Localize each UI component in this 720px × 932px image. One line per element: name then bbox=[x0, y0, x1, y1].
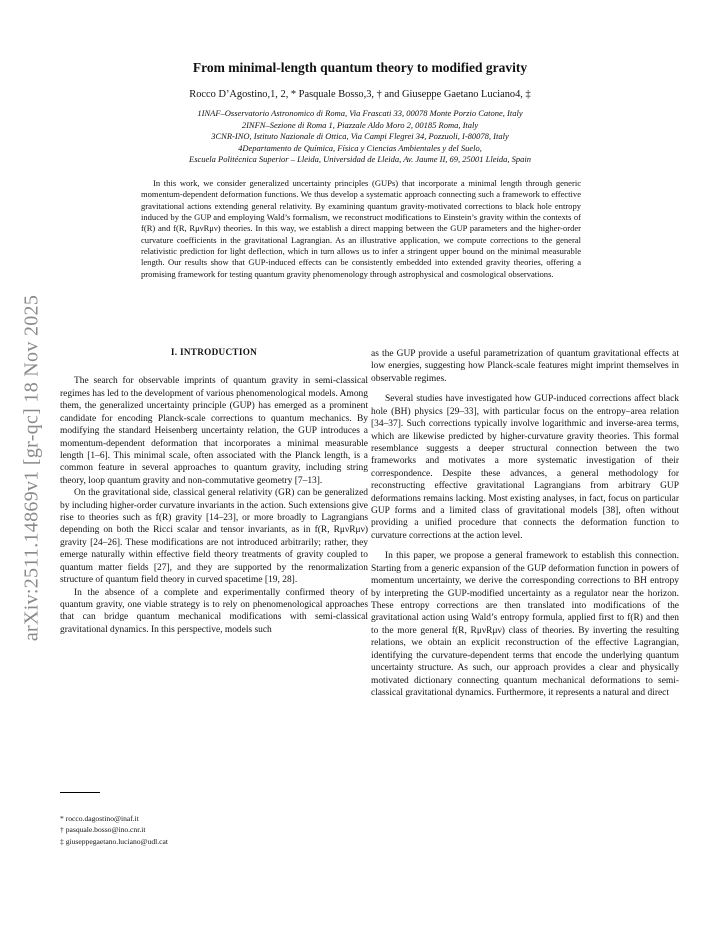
paragraph: In the absence of a complete and experimentally confirmed theory of quantum gravity, one viable strategy is to rely on phenomenological approaches that can bridge quantum mechanical modifications with semi-classical gravitational dynamics. In this perspective, models such bbox=[60, 587, 368, 635]
affiliation-4: 4Departamento de Química, Física y Ciencias Ambientales y del Suelo, bbox=[238, 142, 482, 153]
abstract bbox=[141, 178, 581, 280]
paragraph: On the gravitational side, classical general relativity (GR) can be generalized by including higher-order curvature invariants in the action. Such extensions give rise to theories such as f(R) gravity [14–23], or more broadly to Lagrangians depending on both the Ricci scalar and tensor invariants, as in f(R, RμνRμν) gravity [24–26]. These modifications are not introduced arbitrarily; rather, they emerge naturally within effective field theory treatments of gravity coupled to quantum matter fields [27], and they are supported by the renormalization structure of quantum field theory in curved spacetime [19, 28]. bbox=[60, 488, 368, 586]
footnote-email[interactable]: † pasquale.bosso@ino.cnr.it bbox=[60, 825, 146, 835]
arxiv-sidebar-stamp bbox=[12, 268, 52, 668]
arxiv-identifier: arXiv:2511.14869v1 [gr-qc] 18 Nov 2025 bbox=[20, 294, 43, 642]
footnote-email[interactable]: * rocco.dagostino@inaf.it bbox=[60, 814, 139, 823]
author-list bbox=[0, 89, 720, 100]
affiliation-1: 1INAF–Osservatorio Astronomico di Roma, Via Frascati 33, 00078 Monte Porzio Catone, Italy bbox=[197, 108, 523, 118]
abstract-text: In this work, we consider generalized uncertainty principles (GUPs) that incorporate a minimal length through generic momentum-dependent deformation functions. We thus develop a systematic approach connecting such a framework to effective gravitational actions extending general relativity. By examining quantum gravity-motivated corrections to black hole entropy induced by the GUP and employing Wald’s formalism, we reconstruct modifications to Einstein’s gravity within the contexts of f(R) and f(R, RμνRμν) theories. In this way, we establish a direct mapping between the GUP parameters and the higher-order curvature coefficients in the gravitational Lagrangian. As an illustrative application, we compute corrections to the general relativistic prediction for light deflection, which in turn allows us to infer a stringent upper bound on the minimal measurable length. Our results show that GUP-induced effects can be consistently embedded into extended gravity theories, offering a promising framework for testing quantum gravity phenomenology through astrophysical and cosmological observations. bbox=[141, 178, 581, 279]
left-column bbox=[60, 346, 368, 636]
section-heading: I. INTRODUCTION bbox=[170, 347, 258, 357]
footnote-rule bbox=[60, 792, 100, 793]
affiliations bbox=[40, 108, 680, 166]
authors-text: Rocco D’Agostino,1, 2, * Pasquale Bosso,3, † and Giuseppe Gaetano Luciano4, ‡ bbox=[189, 89, 531, 100]
right-column bbox=[371, 348, 679, 699]
paper-title: From minimal-length quantum theory to modified gravity bbox=[192, 60, 528, 75]
paragraph: In this paper, we propose a general framework to establish this connection. Starting from a generic expansion of the GUP deformation function in powers of momentum uncertainty, we derive the corresponding corrections to BH entropy by interpreting the GUP-modified uncertainty as a regulator near the horizon. These entropy corrections are then translated into modifications of the gravitational action using Wald’s entropy formula, applied first to f(R) and then to the more general f(R, RμνRμν) class of theories. By inverting the resulting relations, we obtain an explicit reconstruction of the effective Lagrangian, identifying the curvature-dependent terms that encode the underlying quantum uncertainty structure. As such, our approach provides a clear and physically motivated dictionary connecting quantum mechanical deformations to semi-classical gravitational dynamics. Furthermore, it represents a natural and direct bbox=[371, 551, 679, 698]
paragraph: The search for observable imprints of quantum gravity in semi-classical regimes has led to the development of various phenomenological models. Among them, the generalized uncertainty principle (GUP) has emerged as a prominent candidate for encoding Planck-scale corrections to quantum mechanics. By modifying the standard Heisenberg uncertainty relation, the GUP introduces a momentum-dependent deformation that incorporates a minimal measurable length [1–6]. This minimal scale, often associated with the Planck length, is a common feature in several approaches to quantum gravity, including string theory, loop quantum gravity and non-commutative geometry [7–13]. bbox=[60, 376, 368, 486]
affiliation-3: 3CNR-INO, Istituto Nazionale di Ottica, Via Campi Flegrei 34, Pozzuoli, I-80078, Italy bbox=[211, 131, 509, 142]
footnotes bbox=[60, 813, 168, 847]
affiliation-2: 2INFN–Sezione di Roma 1, Piazzale Aldo Moro 2, 00185 Roma, Italy bbox=[241, 119, 479, 130]
paragraph: Several studies have investigated how GUP-induced corrections affect black hole (BH) physics [29–33], with particular focus on the entropy–area relation [34–37]. Such corrections typically involve logarithmic and inverse-area terms, which are likewise predicted by higher-curvature gravity theories. This formal resemblance suggests a deeper structural connection between the two frameworks and motivates a more systematic investigation of their correspondence. Despite these advances, a general methodology for reconstructing effective gravitational Lagrangians from arbitrary GUP deformations remains lacking. Most existing analyses, in fact, focus on particular GUP forms and a limited class of gravitational models [38], often without providing a unified procedure that connects the deformation function to curvature corrections at the action level. bbox=[371, 394, 679, 541]
affiliation-4-cont: Escuela Politécnica Superior – Lleida, Universidad de Lleida, Av. Jaume II, 69, 25001 Lleida, Spain bbox=[189, 154, 531, 165]
paragraph: as the GUP provide a useful parametrization of quantum gravitational effects at low energies, suggesting how Planck-scale features might imprint themselves in observable regimes. bbox=[371, 349, 679, 384]
footnote-email[interactable]: ‡ giuseppegaetano.luciano@udl.cat bbox=[60, 836, 168, 846]
